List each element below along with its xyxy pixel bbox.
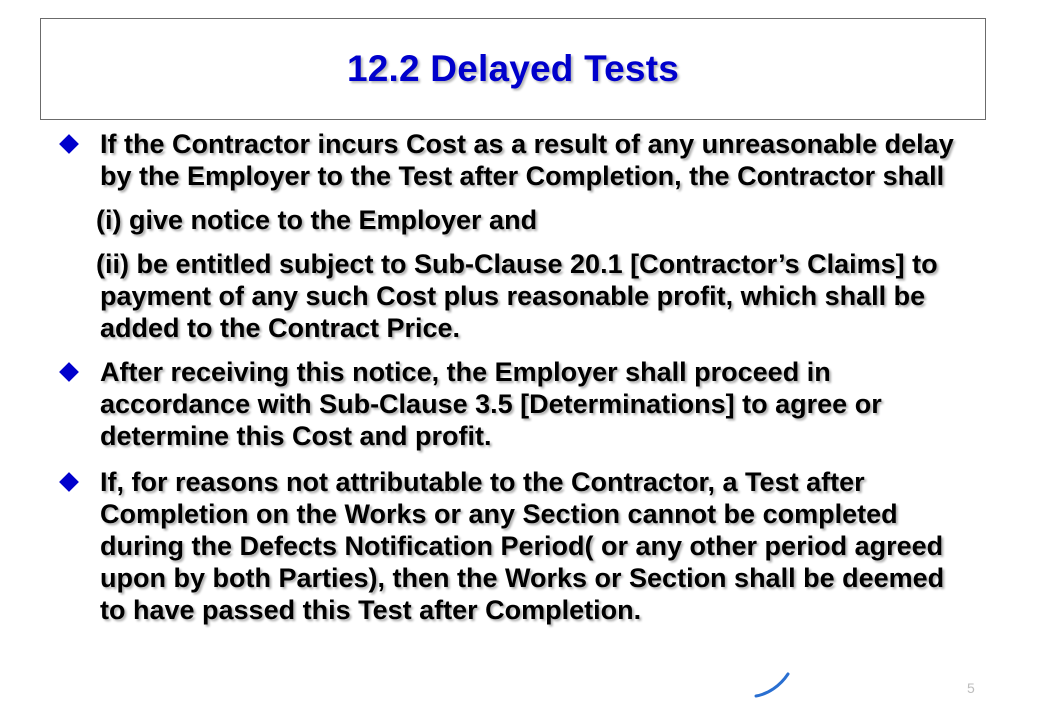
bullet-text: If, for reasons not attributable to the Contractor, a Test after Completion on the Works or any Section cannot be completed during the Defects Notification Period( or any other period agreed upon by both Parties), then the Works or Section shall be deemed to have passed this Test after Completion.: [100, 467, 945, 625]
page-number: 5: [967, 680, 975, 696]
diamond-bullet-icon: [59, 362, 79, 382]
sub-item-text: (ii) be entitled subject to Sub-Clause 20.1 [Contractor’s Claims] to payment of any such Cost plus reasonable profit, which shall be added to the Contract Price.: [96, 249, 938, 343]
bullet-text: If the Contractor incurs Cost as a result of any unreasonable delay by the Employer to the Test after Completion, the Contractor shall: [100, 129, 954, 191]
slide-title: 12.2 Delayed Tests: [347, 48, 679, 89]
bullet-item: [52, 356, 962, 452]
diamond-bullet-icon: [59, 134, 79, 154]
title-box: [40, 18, 986, 120]
sub-item: [52, 248, 962, 344]
sub-item-text: (i) give notice to the Employer and: [96, 205, 538, 235]
sub-item: [52, 204, 962, 236]
swoosh-logo-icon: [752, 670, 792, 700]
bullet-item: [52, 466, 962, 626]
bullet-text: After receiving this notice, the Employer shall proceed in accordance with Sub-Clause 3.5 [Determinations] to agree or determine this Cost and profit.: [100, 357, 882, 451]
slide-content: [52, 128, 962, 638]
diamond-bullet-icon: [59, 472, 79, 492]
bullet-item: [52, 128, 962, 192]
